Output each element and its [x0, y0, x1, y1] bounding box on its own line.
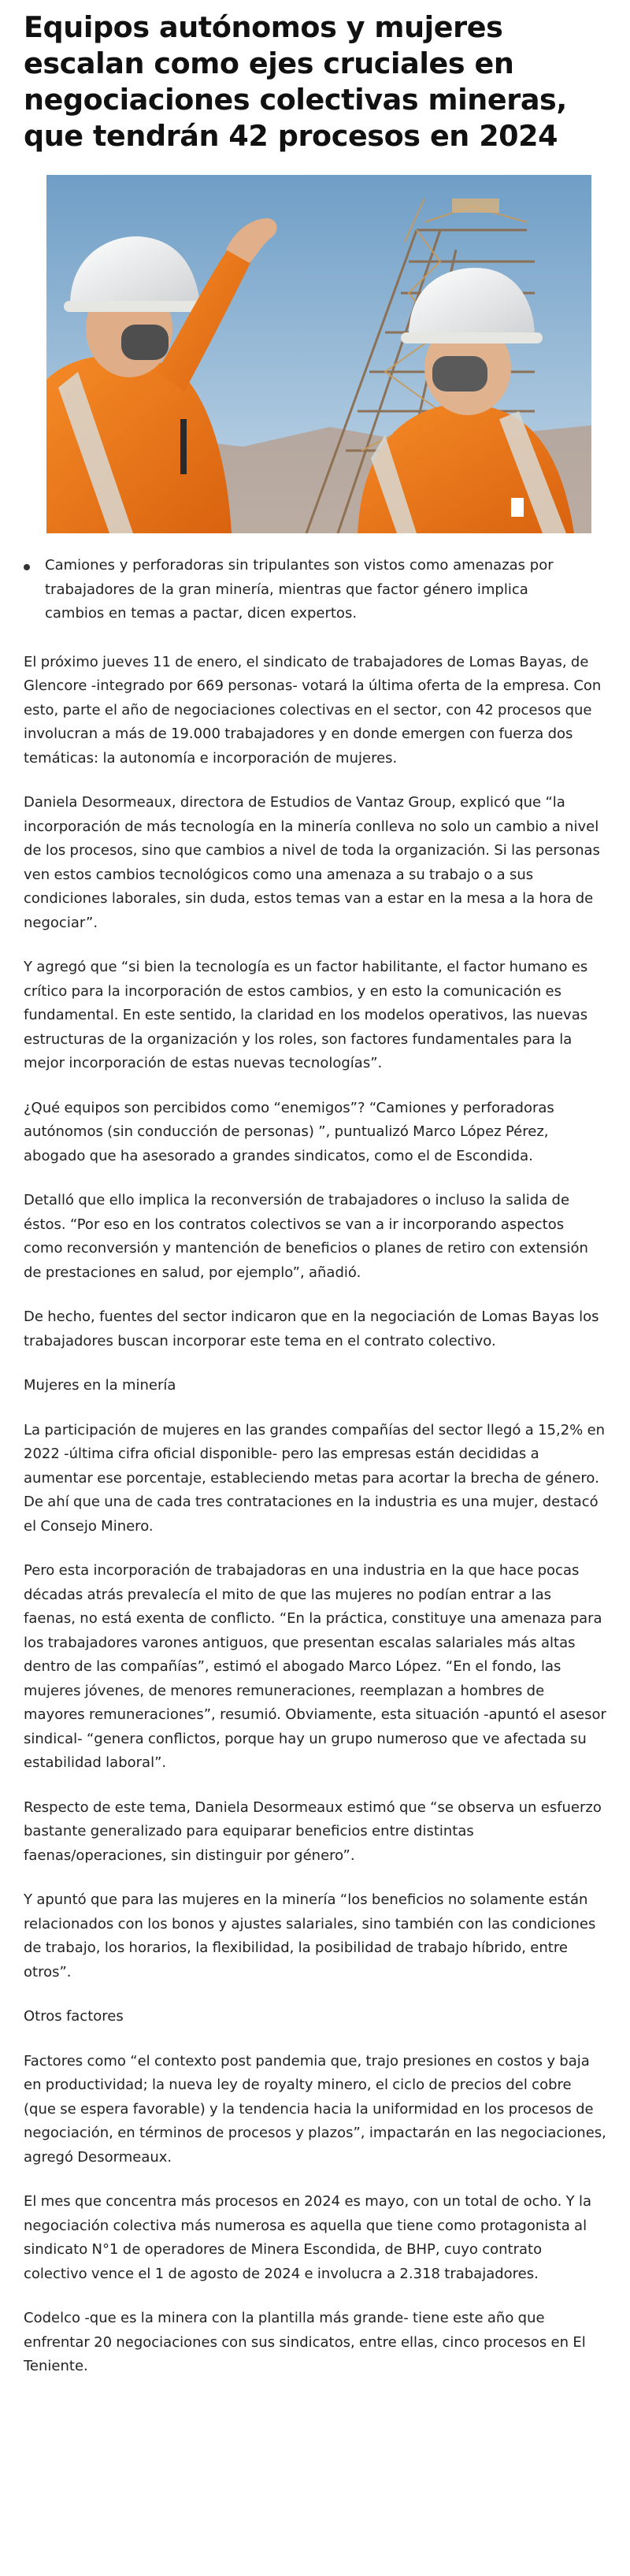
- summary-bullet: Camiones y perforadoras sin tripulantes son vistos como amenazas por trabajadores de la gran minería, mientras que factor género implica cambios en temas a pactar, dicen expertos.: [45, 554, 588, 626]
- paragraph: ¿Qué equipos son percibidos como “enemigos”? “Camiones y perforadoras autónomos (sin conducción de personas) ”, puntualizó Marco López Pérez, abogado que ha asesorado a grandes sindicatos, como el de Escondida.: [24, 1099, 554, 1164]
- hero-photo: [46, 175, 591, 533]
- paragraph: Respecto de este tema, Daniela Desormeaux estimó que “se observa un esfuerzo bastante generalizado para equiparar beneficios entre distintas faenas/operaciones, sin distinguir por género”.: [24, 1798, 602, 1864]
- article-title: Equipos autónomos y mujeres escalan como ejes cruciales en negociaciones colectivas mineras, que tendrán 42 procesos en 2024: [24, 10, 567, 153]
- paragraph: Y apuntó que para las mujeres en la minería “los beneficios no solamente están relacionados con los bonos y ajustes salariales, sino también con las condiciones de trabajo, los horarios, la flexibilidad, la posibilidad de trabajo híbrido, entre otros”.: [24, 1891, 596, 1980]
- paragraph: Pero esta incorporación de trabajadoras en una industria en la que hace pocas décadas atrás prevalecía el mito de que las mujeres no podían entrar a las faenas, no está exenta de conflicto. “En la práctica, constituye una amenaza para los trabajadores varones antiguos, que presentan escalas salariales más altas dentro de las compañías”, estimó el abogado Marco López. “En el fondo, las mujeres jóvenes, de menores remuneraciones, reemplazan a hombres de mayores remuneraciones”, resumió. Obviamente, esta situación -apuntó el asesor sindical- “genera conflictos, porque hay un grupo numeroso que ve afectada su estabilidad laboral”.: [24, 1562, 606, 1771]
- paragraph: Y agregó que “si bien la tecnología es un factor habilitante, el factor humano es crítico para la incorporación de estos cambios, y en esto la comunicación es fundamental. En este sentido, la claridad en los modelos operativos, las nuevas estructuras de la organización y los roles, son factores fundamentales para la mejor incorporación de estas nuevas tecnologías”.: [24, 959, 588, 1071]
- paragraph: Codelco -que es la minera con la plantilla más grande- tiene este año que enfrentar 20 negociaciones con sus sindicatos, entre ellas, cinco procesos en El Teniente.: [24, 2310, 586, 2374]
- paragraph: El próximo jueves 11 de enero, el sindicato de trabajadores de Lomas Bayas, de Glencore -integrado por 669 personas- votará la última oferta de la empresa. Con esto, parte el año de negociaciones colectivas en el sector, con 42 procesos que involucran a más de 19.000 trabajadores y en donde emergen con fuerza dos temáticas: la autonomía e incorporación de mujeres.: [24, 653, 602, 766]
- paragraph: De hecho, fuentes del sector indicaron que en la negociación de Lomas Bayas los trabajadores buscan incorporar este tema en el contrato colectivo.: [24, 1308, 599, 1349]
- paragraph: El mes que concentra más procesos en 2024 es mayo, con un total de ocho. Y la negociación colectiva más numerosa es aquella que tiene como protagonista al sindicato N°1 de operadores de Minera Escondida, de BHP, cuyo contrato colectivo vence el 1 de agosto de 2024 e involucra a 2.318 trabajadores.: [24, 2193, 591, 2282]
- paragraph: La participación de mujeres en las grandes compañías del sector llegó a 15,2% en 2022 -última cifra oficial disponible- pero las empresas están decididas a aumentar ese porcentaje, estableciendo metas para acortar la brecha de género. De ahí que una de cada tres contrataciones en la industria es una mujer, destacó el Consejo Minero.: [24, 1421, 606, 1535]
- paragraph: Factores como “el contexto post pandemia que, trajo presiones en costos y baja en productividad; la nueva ley de royalty minero, el ciclo de precios del cobre (que se espera favorable) y la tendencia hacia la uniformidad en los procesos de negociación, en términos de procesos y plazos”, impactarán en las negociaciones, agregó Desormeaux.: [24, 2052, 606, 2166]
- paragraph: Daniela Desormeaux, directora de Estudios de Vantaz Group, explicó que “la incorporación de más tecnología en la minería conlleva no solo un cambio a nivel de los procesos, sino que cambios a nivel de toda la organización. Si las personas ven estos cambios tecnológicos como una amenaza a su trabajo o a sus condiciones laborales, sin duda, estos temas van a estar en la mesa a la hora de negociar”.: [24, 794, 600, 931]
- paragraph: Detalló que ello implica la reconversión de trabajadores o incluso la salida de éstos. “Por eso en los contratos colectivos se van a ir incorporando aspectos como reconversión y mantención de beneficios o planes de retiro con extensión de prestaciones en salud, por ejemplo”, añadió.: [24, 1192, 588, 1281]
- section-heading-otros-factores: Otros factores: [24, 2008, 124, 2025]
- section-heading-mujeres: Mujeres en la minería: [24, 1377, 176, 1394]
- article-body: [24, 651, 614, 2379]
- summary-bullets: [24, 554, 614, 626]
